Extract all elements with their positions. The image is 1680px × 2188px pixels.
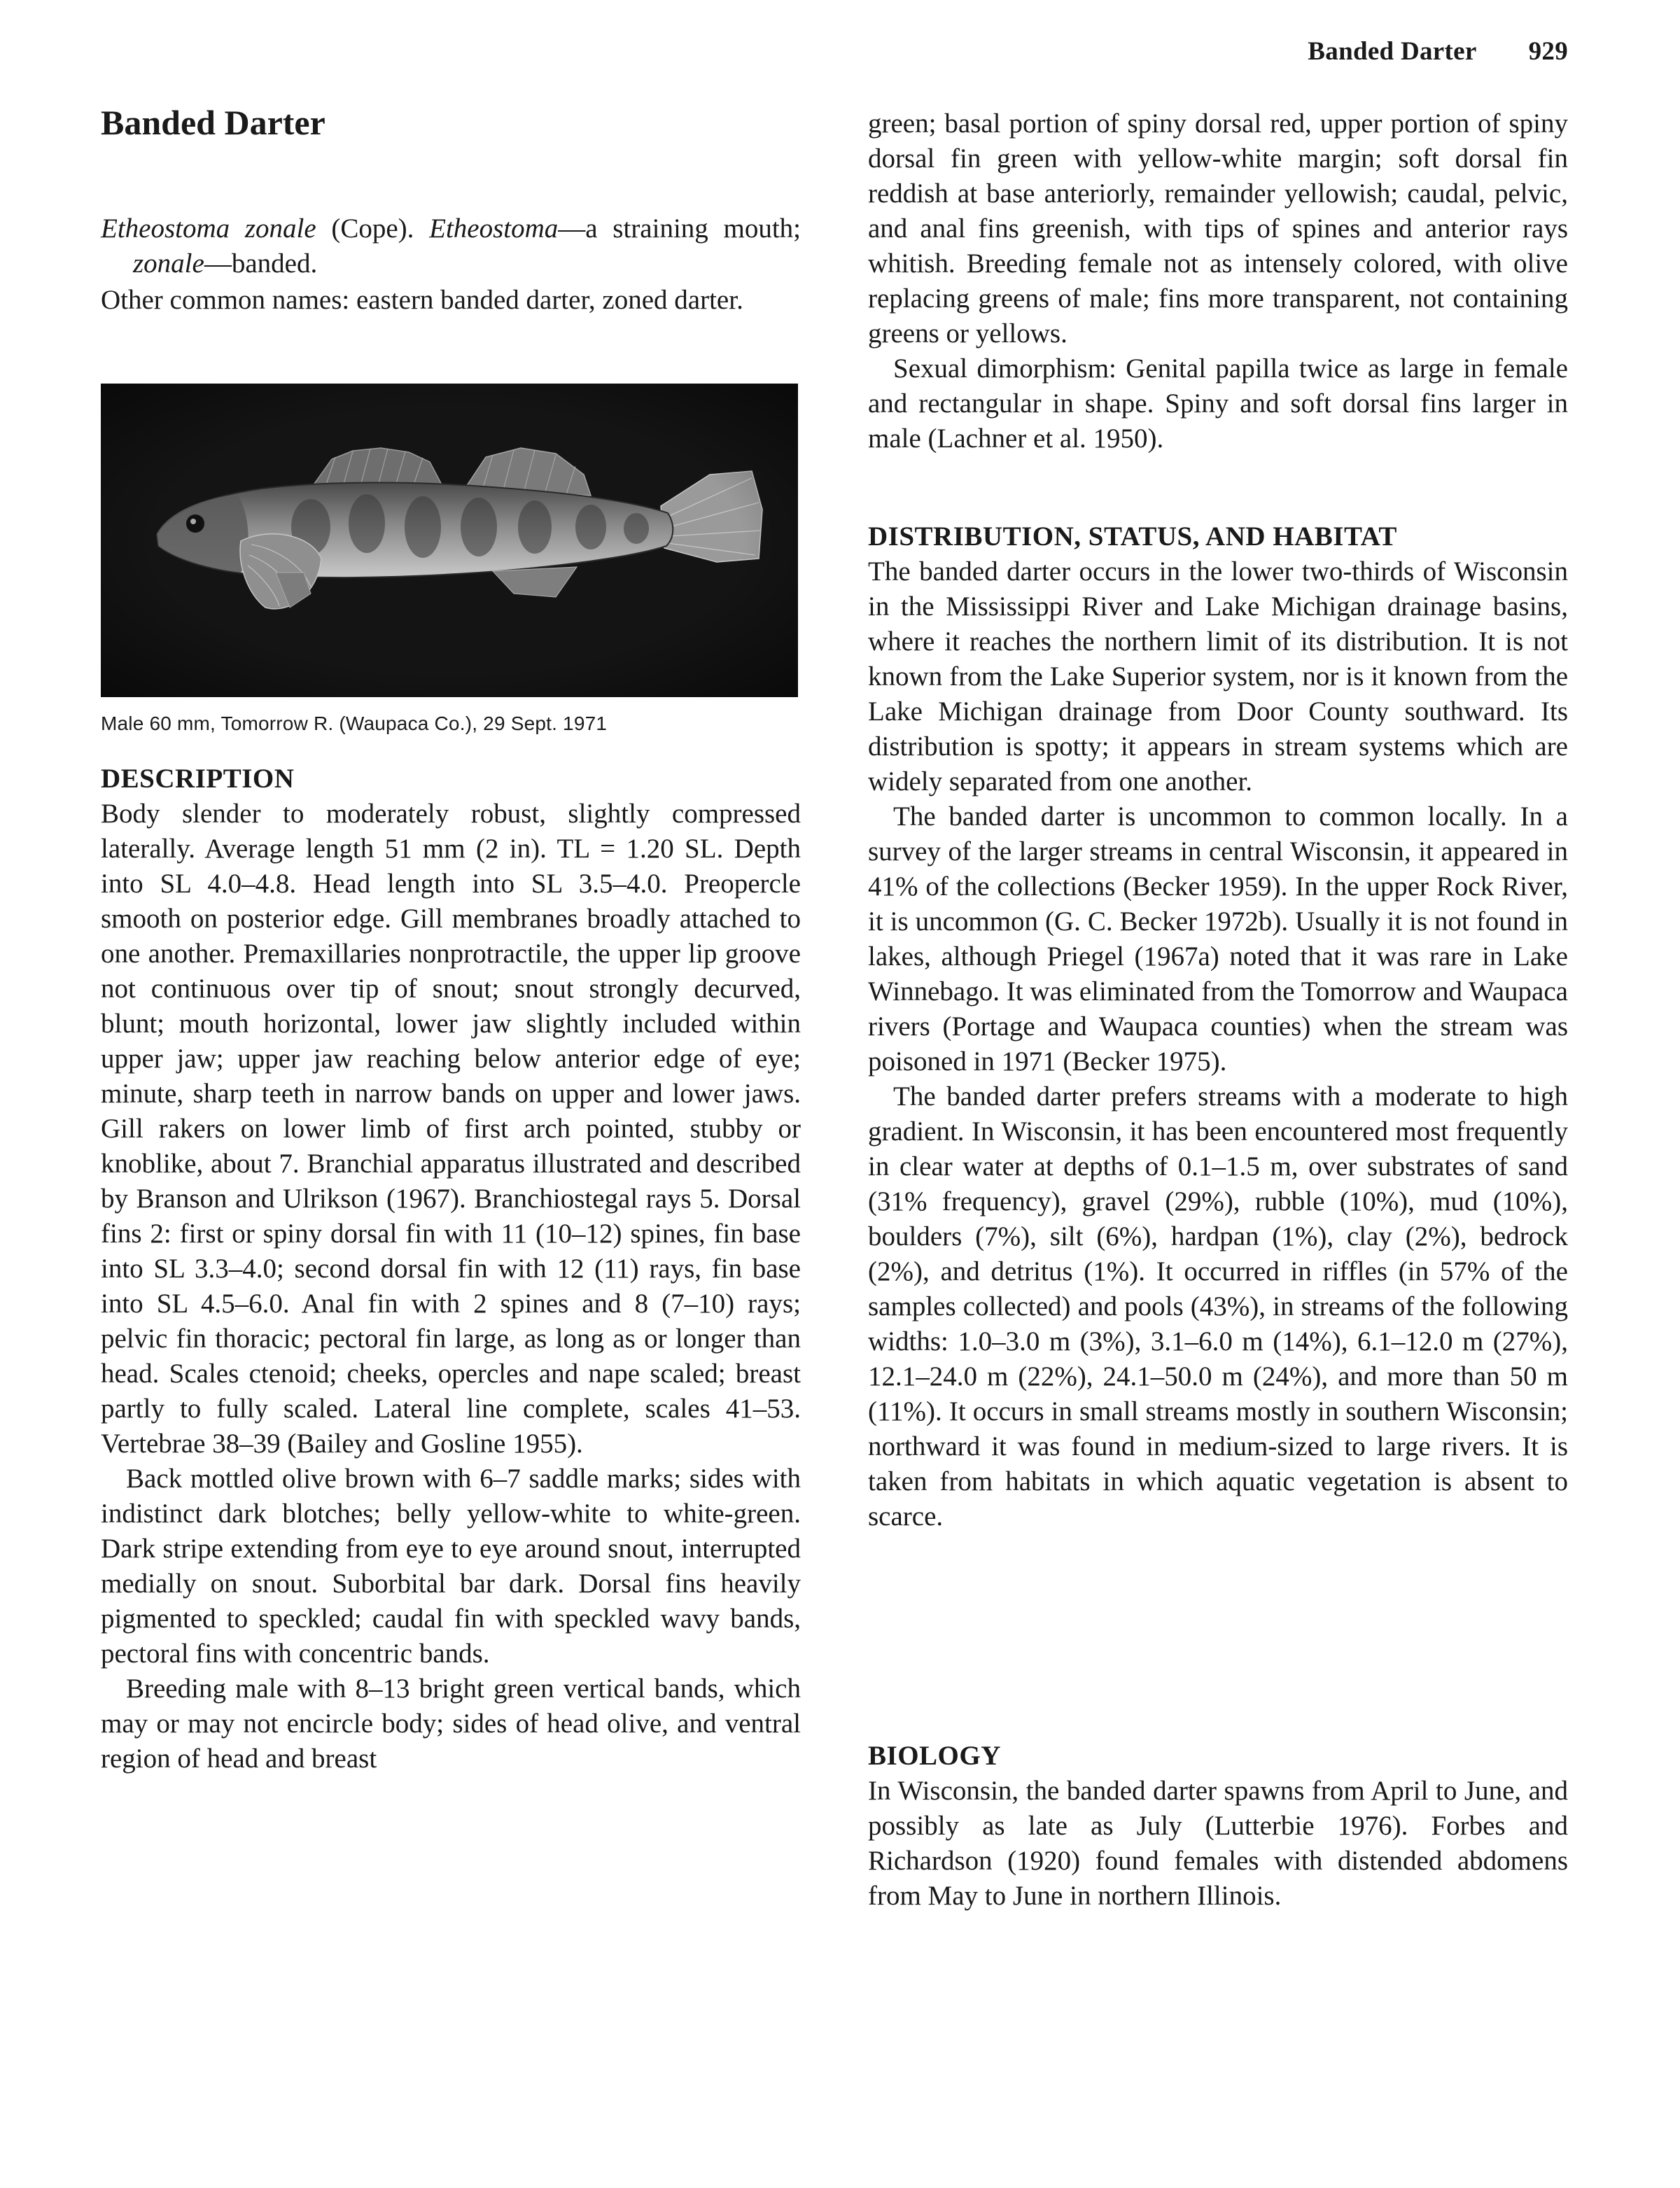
scientific-name: Etheostoma zonale <box>101 213 316 244</box>
genus-name: Etheostoma <box>429 213 559 244</box>
distribution-paragraph: The banded darter is uncommon to common locally. In a survey of the larger streams in central Wisconsin, it appeared in 41% of the collections (Becker 1959). In the upper Rock River, it is uncommon (G. C. Becker 1972b). Usually it is not found in lakes, although Priegel (1967a) noted that it was rare in Lake Winnebago. It was eliminated from the Tomorrow and Waupaca rivers (Portage and Waupaca counties) when the stream was poisoned in 1971 (Becker 1975). <box>868 801 1568 1077</box>
common-names: Other common names: eastern banded darter, zoned darter. <box>101 285 743 315</box>
page-title: Banded Darter <box>101 103 326 142</box>
distribution-heading: DISTRIBUTION, STATUS, AND HABITAT <box>868 521 1397 552</box>
biology-section <box>868 1739 1568 1914</box>
page-number: 929 <box>1528 37 1568 66</box>
description-section <box>101 762 801 1776</box>
running-head <box>1308 36 1568 66</box>
running-head-title: Banded Darter <box>1308 37 1477 66</box>
description-paragraph: green; basal portion of spiny dorsal red, upper portion of spiny dorsal fin green with yellow-white margin; soft dorsal fin reddish at base anteriorly, remainder yellowish; caudal, pelvic, and anal fins greenish, with tips of spines and anterior rays whitish. Breeding female not as intensely colored, with olive replacing greens of male; fins more transparent, not containing greens or yellows. <box>868 108 1568 349</box>
fish-illustration <box>101 384 798 697</box>
distribution-section <box>868 519 1568 1534</box>
biology-paragraph: In Wisconsin, the banded darter spawns from April to June, and possibly as late as July (Lutterbie 1976). Forbes and Richardson (1920) found females with distended abdomens from May to June in northern Illinois. <box>868 1776 1568 1911</box>
description-paragraph: Back mottled olive brown with 6–7 saddle marks; sides with indistinct dark blotches; belly yellow-white to white-green. Dark stripe extending from eye to eye around snout, interrupted medially on snout. Suborbital bar dark. Dorsal fins heavily pigmented to speckled; caudal fin with speckled wavy bands, pectoral fins with concentric bands. <box>101 1464 801 1669</box>
description-heading: DESCRIPTION <box>101 764 295 794</box>
species-header <box>101 211 801 318</box>
fish-photograph <box>101 384 798 697</box>
species-authority: (Cope). <box>331 213 414 244</box>
epithet-name: zonale <box>133 248 204 279</box>
epithet-meaning: —banded. <box>204 248 318 279</box>
biology-heading: BIOLOGY <box>868 1741 1001 1771</box>
description-continued <box>868 106 1568 456</box>
figure-caption: Male 60 mm, Tomorrow R. (Waupaca Co.), 29 Sept. 1971 <box>101 713 608 734</box>
genus-meaning: —a straining mouth; <box>558 213 801 244</box>
description-paragraph: Body slender to moderately robust, slightly compressed laterally. Average length 51 mm (2 in). TL = 1.20 SL. Depth into SL 4.0–4.8. Head length into SL 3.5–4.0. Preopercle smooth on posterior edge. Gill membranes broadly attached to one another. Premaxillaries nonprotractile, the upper lip groove not continuous over tip of snout; snout strongly decurved, blunt; mouth horizontal, lower jaw slightly included within upper jaw; upper jaw reaching below anterior edge of eye; minute, sharp teeth in narrow bands on upper and lower jaws. Gill rakers on lower limb of first arch pointed, stubby or knoblike, about 7. Branchial apparatus illustrated and described by Branson and Ulrikson (1967). Branchiostegal rays 5. Dorsal fins 2: first or spiny dorsal fin with 11 (10–12) spines, fin base into SL 3.3–4.0; second dorsal fin with 12 (11) rays, fin base into SL 4.5–6.0. Anal fin with 2 spines and 8 (7–10) rays; pelvic fin thoracic; pectoral fin large, as long as or longer than head. Scales ctenoid; cheeks, opercles and nape scaled; breast partly to fully scaled. Lateral line complete, scales 41–53. Vertebrae 38–39 (Bailey and Gosline 1955). <box>101 799 801 1459</box>
distribution-paragraph: The banded darter prefers streams with a moderate to high gradient. In Wisconsin, it has been encountered most frequently in clear water at depths of 0.1–1.5 m, over substrates of sand (31% frequency), gravel (29%), rubble (10%), mud (10%), boulders (7%), silt (6%), hardpan (1%), clay (2%), bedrock (2%), and detritus (1%). It occurred in riffles (in 57% of the samples collected) and pools (43%), in streams of the following widths: 1.0–3.0 m (3%), 3.1–6.0 m (14%), 6.1–12.0 m (27%), 12.1–24.0 m (22%), 24.1–50.0 m (24%), and more than 50 m (11%). It occurs in small streams mostly in southern Wisconsin; northward it was found in medium-sized to large rivers. It is taken from habitats in which aquatic vegetation is absent to scarce. <box>868 1081 1568 1531</box>
description-paragraph: Sexual dimorphism: Genital papilla twice as large in female and rectangular in shape. Spiny and soft dorsal fins larger in male (Lachner et al. 1950). <box>868 353 1568 454</box>
species-etymology <box>101 211 801 281</box>
description-paragraph: Breeding male with 8–13 bright green vertical bands, which may or may not encircle body; sides of head olive, and ventral region of head and breast <box>101 1674 801 1774</box>
distribution-paragraph: The banded darter occurs in the lower two-thirds of Wisconsin in the Mississippi River and Lake Michigan drainage basins, where it reaches the northern limit of its distribution. It is not known from the Lake Superior system, nor is it known from the Lake Michigan drainage from Door County southward. Its distribution is spotty; it appears in stream systems which are widely separated from one another. <box>868 556 1568 797</box>
